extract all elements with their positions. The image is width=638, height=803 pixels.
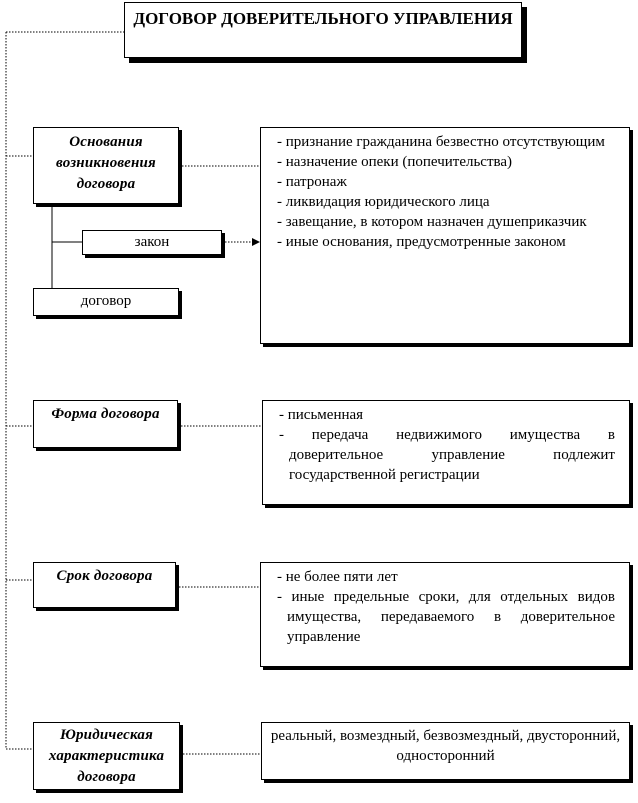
grounds-list-box — [260, 127, 630, 344]
law-box — [82, 230, 222, 255]
list-item: - назначение опеки (попечительства) — [277, 154, 513, 170]
arrow-head-icon — [252, 238, 260, 246]
legal-text-box — [261, 722, 630, 780]
term-category-box — [33, 562, 176, 608]
contract-box — [33, 288, 179, 316]
legal-category-box — [33, 722, 180, 790]
list-item: - иные предельные сроки, для отдельных видов имущества, передаваемого в доверительное управление — [277, 589, 615, 645]
list-item: - патронаж — [277, 174, 347, 190]
legal-text: реальный, возмездный, безвозмездный, двусторонний, односторонний — [270, 728, 621, 764]
list-item: - завещание, в котором назначен душеприказчик — [277, 214, 587, 230]
contract-label: договор — [80, 293, 132, 309]
term-label: Срок договора — [56, 568, 153, 584]
form-list-box — [262, 400, 630, 505]
list-item: - не более пяти лет — [277, 569, 398, 585]
list-item: - иные основания, предусмотренные законом — [277, 234, 566, 250]
diagram-title: ДОГОВОР ДОВЕРИТЕЛЬНОГО УПРАВЛЕНИЯ — [124, 2, 522, 58]
term-list-box — [260, 562, 630, 667]
law-label: закон — [134, 234, 170, 250]
legal-label: Юридическая характеристика договора — [48, 727, 165, 785]
list-item: - письменная — [279, 407, 364, 423]
form-label: Форма договора — [51, 406, 160, 422]
grounds-label: Основания возникновения договора — [56, 134, 156, 192]
form-category-box — [33, 400, 178, 448]
list-item: - признание гражданина безвестно отсутствующим — [277, 134, 605, 150]
list-item: - ликвидация юридического лица — [277, 194, 490, 210]
grounds-category-box — [33, 127, 179, 204]
list-item: - передача недвижимого имущества в доверительное управление подлежит государственной регистрации — [279, 427, 615, 483]
